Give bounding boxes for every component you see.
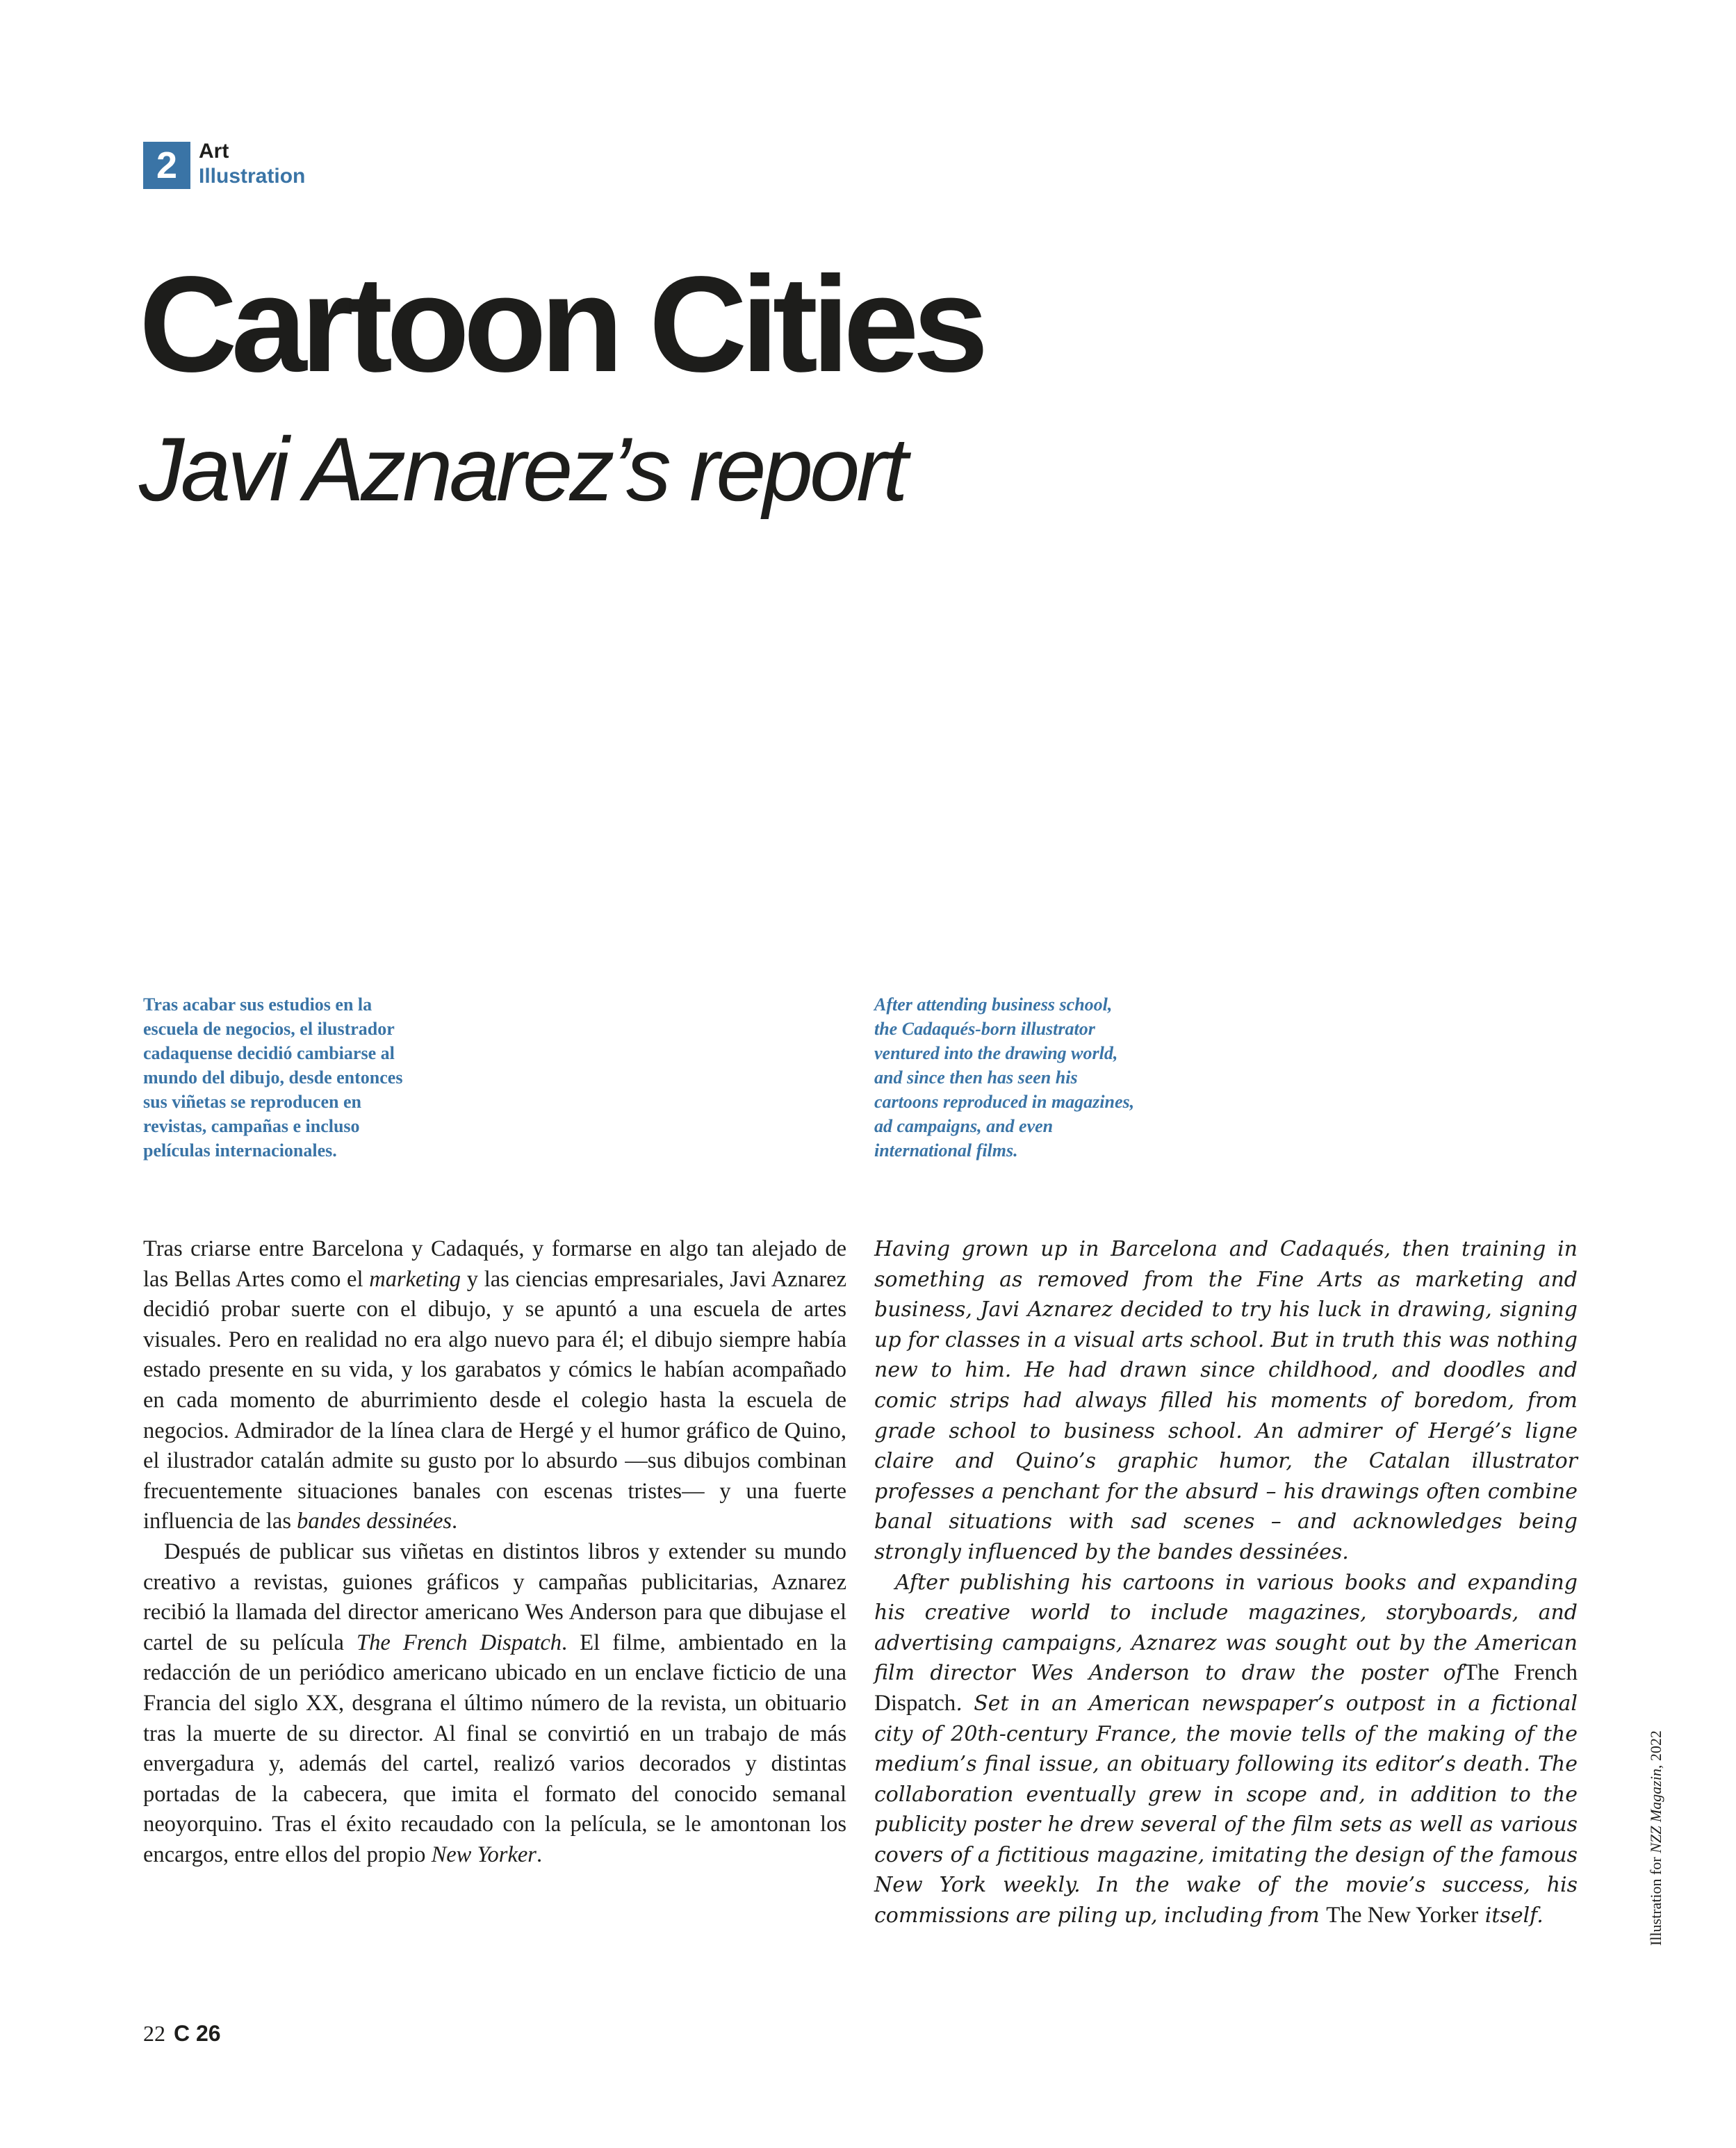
issue-label: C 26 (174, 2021, 221, 2046)
body-paragraph: Después de publicar sus viñetas en distintos libros y extender su mundo creativo a revistas, guiones gráficos y campañas publicitarias, Aznarez recibió la llamada del director americano Wes Anderson para que dibujase el cartel de su película The French Dispatch. El filme, ambientado en la redacción de un periódico americano ubicado en un enclave ficticio de una Francia del siglo XX, desgrana el último número de la revista, un obituario tras la muerte de su director. Al final se convirtió en un trabajo de más envergadura y, además del cartel, realizó varios decorados y distintas portadas de la cabecera, que imita el formato del conocido semanal neoyorquino. Tras el éxito recaudado con la película, se le amontonan los encargos, entre ellos del propio New Yorker. (143, 1539, 847, 1867)
lead-paragraph-english: After attending business school, the Cadaqués-born illustrator ventured into the drawing world, and since then has seen his cartoons reproduced in magazines, ad campaigns, and even international films. (874, 994, 1135, 1161)
page-folio (143, 2019, 221, 2047)
section-subcategory: Illustration (199, 165, 306, 188)
body-paragraph: After publishing his cartoons in various books and expanding his creative world to include magazines, storyboards, and advertising campaigns, Aznarez was sought out by the American film director Wes Anderson to draw the poster ofThe French Dispatch. Set in an American newspaper’s outpost in a fictional city of 20th-century France, the movie tells of the making of the medium’s final issue, an obituary following its editor’s death. The collaboration eventually grew in scope and, in addition to the publicity poster he drew several of the film sets as well as various covers of a fictitious magazine, imitating the design of the famous New York weekly. In the wake of the movie’s success, his commissions are piling up, including from The New Yorker itself. (874, 1570, 1578, 1928)
section-number-badge: 2 (143, 142, 190, 189)
article-subtitle: Javi Aznarez’s report (139, 418, 905, 520)
body-paragraph: Having grown up in Barcelona and Cadaqués, then training in something as removed from the Fine Arts as marketing and business, Javi Aznarez decided to try his luck in drawing, signing up for classes in a visual arts school. But in truth this was nothing new to him. He had drawn since childhood, and doodles and comic strips had always filled his moments of boredom, from grade school to business school. An admirer of Hergé’s ligne claire and Quino’s graphic humor, the Catalan illustrator professes a penchant for the absurd – his drawings often combine banal situations with sad scenes – and acknowledges being strongly influenced by the bandes dessinées. (874, 1237, 1578, 1564)
body-column-spanish (143, 1234, 846, 1870)
section-labels (199, 139, 305, 189)
section-category: Art (199, 140, 229, 163)
body-paragraph: Tras criarse entre Barcelona y Cadaqués, y formarse en algo tan alejado de las Bellas Artes como el marketing y las ciencias empresariales, Javi Aznarez decidió probar suerte con el dibujo, y se apuntó a una escuela de artes visuales. Pero en realidad no era algo nuevo para él; el dibujo siempre había estado presente en su vida, y los garabatos y cómics le habían acompañado en cada momento de aburrimiento desde el colegio hasta la escuela de negocios. Admirador de la línea clara de Hergé y el humor gráfico de Quino, el ilustrador catalán admite su gusto por lo absurdo —sus dibujos combinan frecuentemente situaciones banales con escenas tristes— y una fuerte influencia de las bandes dessinées. (143, 1236, 846, 1534)
body-column-english (874, 1234, 1578, 1931)
lead-paragraph-spanish: Tras acabar sus estudios en la escuela de negocios, el ilustrador cadaquense decidió cambiarse al mundo del dibujo, desde entonces sus viñetas se reproducen en revistas, campañas e incluso películas internacionales. (143, 994, 403, 1161)
article-title: Cartoon Cities (139, 248, 983, 400)
page-number: 22 (143, 2021, 165, 2046)
illustration-credit: Illustration for NZZ Magazin, 2022 (1647, 1730, 1664, 1946)
